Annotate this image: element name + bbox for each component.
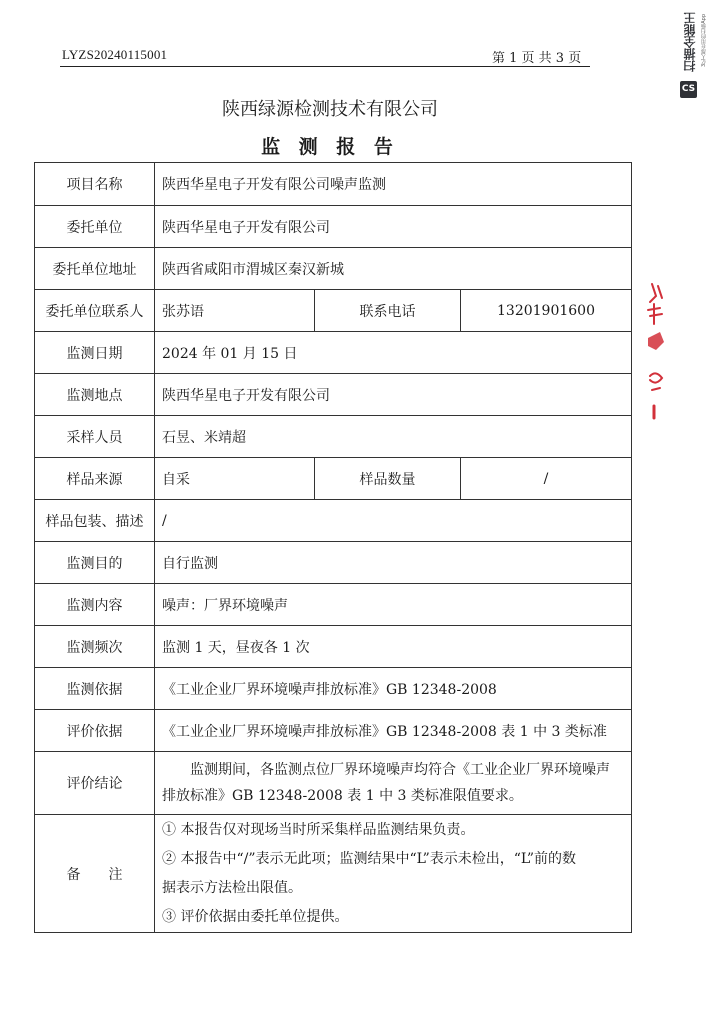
label-phone: 联系电话 [315, 290, 461, 332]
label-project-name: 项目名称 [35, 163, 155, 206]
organization-name: 陕西绿源检测技术有限公司 [222, 99, 438, 120]
label-location: 监测地点 [35, 374, 155, 416]
label-eval-basis: 评价依据 [35, 710, 155, 752]
value-samplers: 石昱、米靖超 [155, 416, 632, 458]
row-basis [35, 668, 632, 710]
value-contact: 张苏语 [155, 290, 315, 332]
row-frequency [35, 626, 632, 668]
value-sample-source: 自采 [155, 458, 315, 500]
label-basis: 监测依据 [35, 668, 155, 710]
label-conclusion: 评价结论 [35, 752, 155, 815]
remark-line-1: ① 本报告仅对现场当时所采集样品监测结果负责。 [162, 821, 475, 838]
header-divider [60, 66, 590, 67]
value-project-name: 陕西华星电子开发有限公司噪声监测 [155, 163, 632, 206]
remark-line-3: 据表示方法检出限值。 [162, 879, 302, 896]
row-content [35, 584, 632, 626]
value-content: 噪声：厂界环境噪声 [155, 584, 632, 626]
row-remarks [35, 815, 632, 933]
row-contact [35, 290, 632, 332]
label-client: 委托单位 [35, 206, 155, 248]
remark-line-4: ③ 评价依据由委托单位提供。 [162, 908, 349, 925]
label-sample-source: 样品来源 [35, 458, 155, 500]
label-purpose: 监测目的 [35, 542, 155, 584]
row-client-address [35, 248, 632, 290]
conclusion-line-2: 排放标准》GB 12348-2008 表 1 中 3 类标准限值要求。 [162, 788, 523, 804]
value-client-address: 陕西省咸阳市渭城区秦汉新城 [155, 248, 632, 290]
label-remarks: 备 注 [35, 815, 155, 933]
value-sample-quantity: / [461, 458, 632, 500]
row-packaging [35, 500, 632, 542]
row-sample-source [35, 458, 632, 500]
label-client-address: 委托单位地址 [35, 248, 155, 290]
conclusion-line-1: 监测期间，各监测点位厂界环境噪声均符合《工业企业厂界环境噪声 [190, 762, 610, 778]
scanner-logo-subtext: 3亿人都在用的扫描App [701, 14, 707, 67]
row-conclusion [35, 752, 632, 815]
scanner-logo-text: 扫描全能王 [683, 12, 697, 72]
label-packaging: 样品包装、描述 [35, 500, 155, 542]
row-project-name [35, 163, 632, 206]
label-contact: 委托单位联系人 [35, 290, 155, 332]
red-seal-stamp [642, 280, 672, 420]
page-title: 监 测 报 告 [261, 136, 399, 158]
value-packaging: / [155, 500, 632, 542]
value-frequency: 监测 1 天，昼夜各 1 次 [155, 626, 632, 668]
label-frequency: 监测频次 [35, 626, 155, 668]
row-client [35, 206, 632, 248]
remark-line-2: ② 本报告中“/”表示无此项；监测结果中“L”表示未检出，“L”前的数 [162, 850, 576, 867]
value-basis: 《工业企业厂界环境噪声排放标准》GB 12348-2008 [155, 668, 632, 710]
label-content: 监测内容 [35, 584, 155, 626]
label-date: 监测日期 [35, 332, 155, 374]
label-sample-quantity: 样品数量 [315, 458, 461, 500]
row-date [35, 332, 632, 374]
value-date: 2024 年 01 月 15 日 [155, 332, 632, 374]
value-phone: 13201901600 [461, 290, 632, 332]
report-table [34, 162, 632, 933]
value-purpose: 自行监测 [155, 542, 632, 584]
page-indicator: 第 1 页 共 3 页 [492, 51, 582, 66]
value-remarks [155, 815, 632, 933]
report-number: LYZS20240115001 [62, 47, 168, 62]
value-client: 陕西华星电子开发有限公司 [155, 206, 632, 248]
value-location: 陕西华星电子开发有限公司 [155, 374, 632, 416]
row-samplers [35, 416, 632, 458]
value-conclusion [155, 752, 632, 815]
value-eval-basis: 《工业企业厂界环境噪声排放标准》GB 12348-2008 表 1 中 3 类标准 [155, 710, 632, 752]
scanner-logo-badge: CS [680, 81, 697, 98]
row-eval-basis [35, 710, 632, 752]
row-purpose [35, 542, 632, 584]
label-samplers: 采样人员 [35, 416, 155, 458]
row-location [35, 374, 632, 416]
